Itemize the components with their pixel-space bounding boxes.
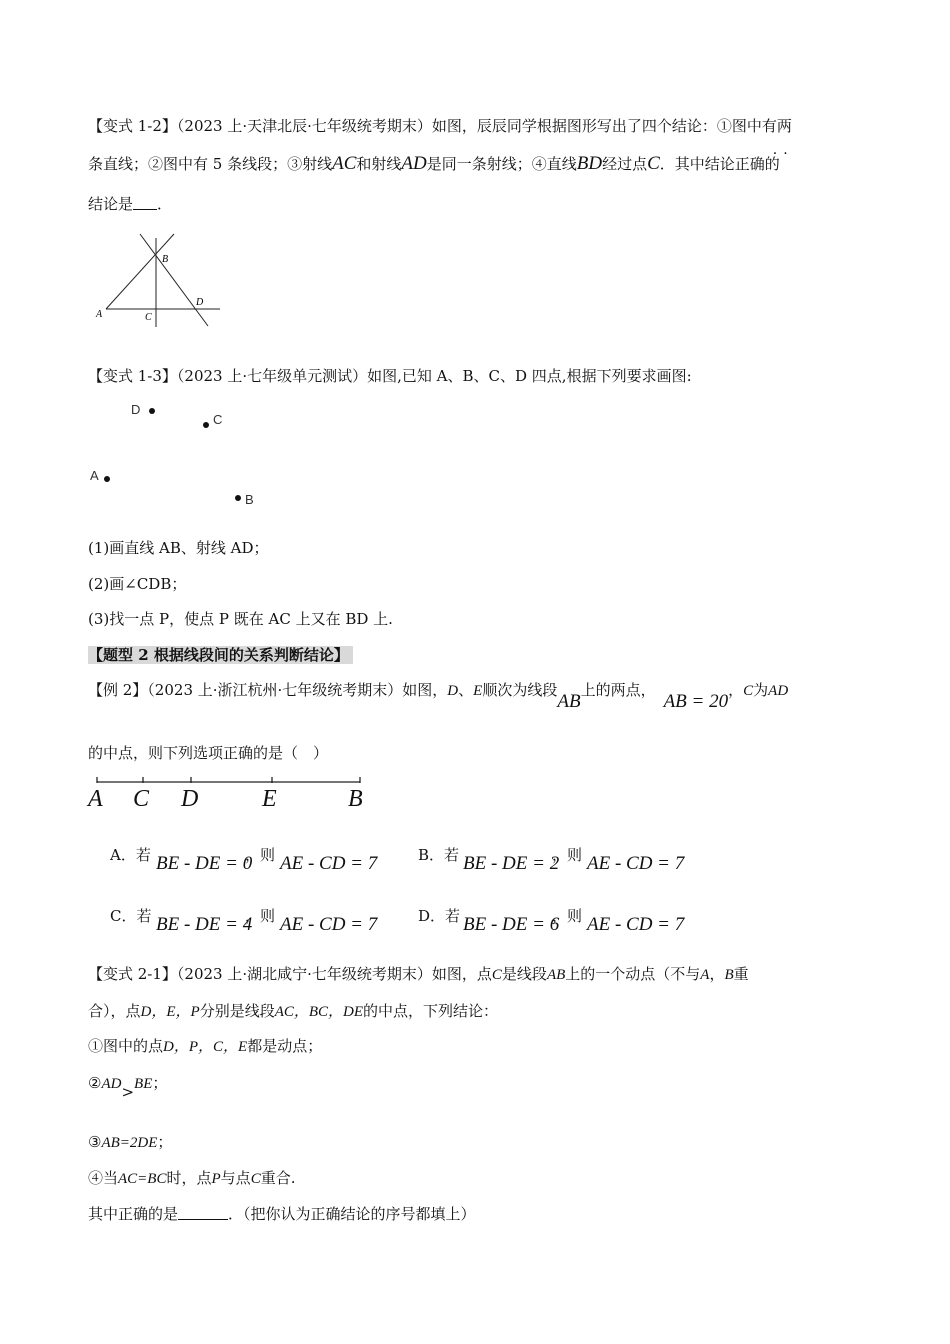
- option-b[interactable]: B．若: [418, 846, 460, 864]
- topic2-heading: 【题型 2 根据线段间的关系判断结论】: [88, 644, 353, 666]
- option-c-then: ，则: [245, 907, 276, 925]
- v13-title: 【变式 1-3】（2023 上·七年级单元测试）如图,已知 A、B、C、D 四点,根据下列要求画图:: [88, 367, 692, 385]
- nl-label-d: D: [181, 786, 199, 812]
- number-line: [90, 775, 370, 789]
- v21-item1: ①图中的点D，P，C，E都是动点；: [88, 1037, 323, 1055]
- option-b-res: AE - CD = 7: [587, 853, 685, 874]
- emphasis-dots: ··: [772, 146, 794, 162]
- nl-label-a: A: [88, 786, 103, 812]
- option-d[interactable]: D．若: [418, 907, 461, 925]
- fig-label-c: C: [145, 312, 152, 323]
- point-a: [104, 476, 110, 482]
- line-ab: [106, 234, 174, 309]
- v12-line2: 条直线；②图中有 5 条线段；③射线AC和射线AD是同一条射线；④直线BD经过点C．其中结论正确的 ··: [88, 153, 780, 175]
- v21-item4: ④当AC=BC时，点P与点C重合.: [88, 1169, 296, 1187]
- nl-label-b: B: [348, 786, 363, 812]
- option-d-then: ，则: [552, 907, 583, 925]
- option-d-cond: BE - DE = 6: [463, 914, 560, 935]
- answer-blank[interactable]: [178, 1205, 228, 1220]
- emphasis-text: ．其中结论正确的 ··: [660, 155, 780, 173]
- option-b-then: ，则: [552, 846, 583, 864]
- nl-label-c: C: [133, 786, 150, 812]
- ex2-line2: 的中点，则下列选项正确的是（ ）: [88, 744, 329, 762]
- option-a-then: ，则: [245, 846, 276, 864]
- v21-last: 其中正确的是 ．（把你认为正确结论的序号都填上）: [88, 1205, 476, 1223]
- option-c-cond: BE - DE = 4: [156, 914, 253, 935]
- v21-line1: 【变式 2-1】（2023 上·湖北咸宁·七年级统考期末）如图，点C是线段AB上的一个动点（不与A，B重: [88, 965, 749, 983]
- v21-item3: ③AB=2DE；: [88, 1133, 173, 1151]
- point-d: [149, 408, 155, 414]
- nl-label-e: E: [262, 786, 277, 812]
- fig-label-b: B: [162, 254, 169, 265]
- v21-item2: ②AD>BE；: [88, 1074, 168, 1101]
- point-label-c: C: [213, 412, 223, 427]
- v13-q3: (3)找一点 P，使点 P 既在 AC 上又在 BD 上.: [88, 610, 393, 628]
- option-c-res: AE - CD = 7: [280, 914, 378, 935]
- point-label-a: A: [90, 468, 99, 483]
- v13-q2: (2)画∠CDB；: [88, 575, 187, 593]
- point-label-b: B: [245, 492, 254, 507]
- option-a-res: AE - CD = 7: [280, 853, 378, 874]
- option-b-cond: BE - DE = 2: [463, 853, 560, 874]
- fig-label-a: A: [96, 309, 103, 320]
- v12-figure: [90, 228, 230, 328]
- v21-line2: 合），点D，E，P分别是线段AC，BC，DE的中点，下列结论：: [88, 1002, 499, 1020]
- point-c: [203, 422, 209, 428]
- v13-q1: (1)画直线 AB、射线 AD；: [88, 539, 269, 557]
- option-c[interactable]: C．若: [110, 907, 152, 925]
- option-a-cond: BE - DE = 0: [156, 853, 253, 874]
- fig-label-d: D: [196, 297, 204, 308]
- option-a[interactable]: A．若: [110, 846, 151, 864]
- ex2-line1: 【例 2】（2023 上·浙江杭州·七年级统考期末）如图，D、E顺次为线段AB上的两点，AB = 20，C为AD: [88, 681, 789, 712]
- option-d-res: AE - CD = 7: [587, 914, 685, 935]
- point-label-d: D: [131, 402, 141, 417]
- v12-line3: 结论是 ．: [88, 195, 173, 213]
- answer-blank[interactable]: [133, 195, 157, 210]
- point-b: [235, 495, 241, 501]
- v12-line1: 【变式 1-2】（2023 上·天津北辰·七年级统考期末）如图，辰辰同学根据图形写出了四个结论：①图中有两: [88, 117, 792, 135]
